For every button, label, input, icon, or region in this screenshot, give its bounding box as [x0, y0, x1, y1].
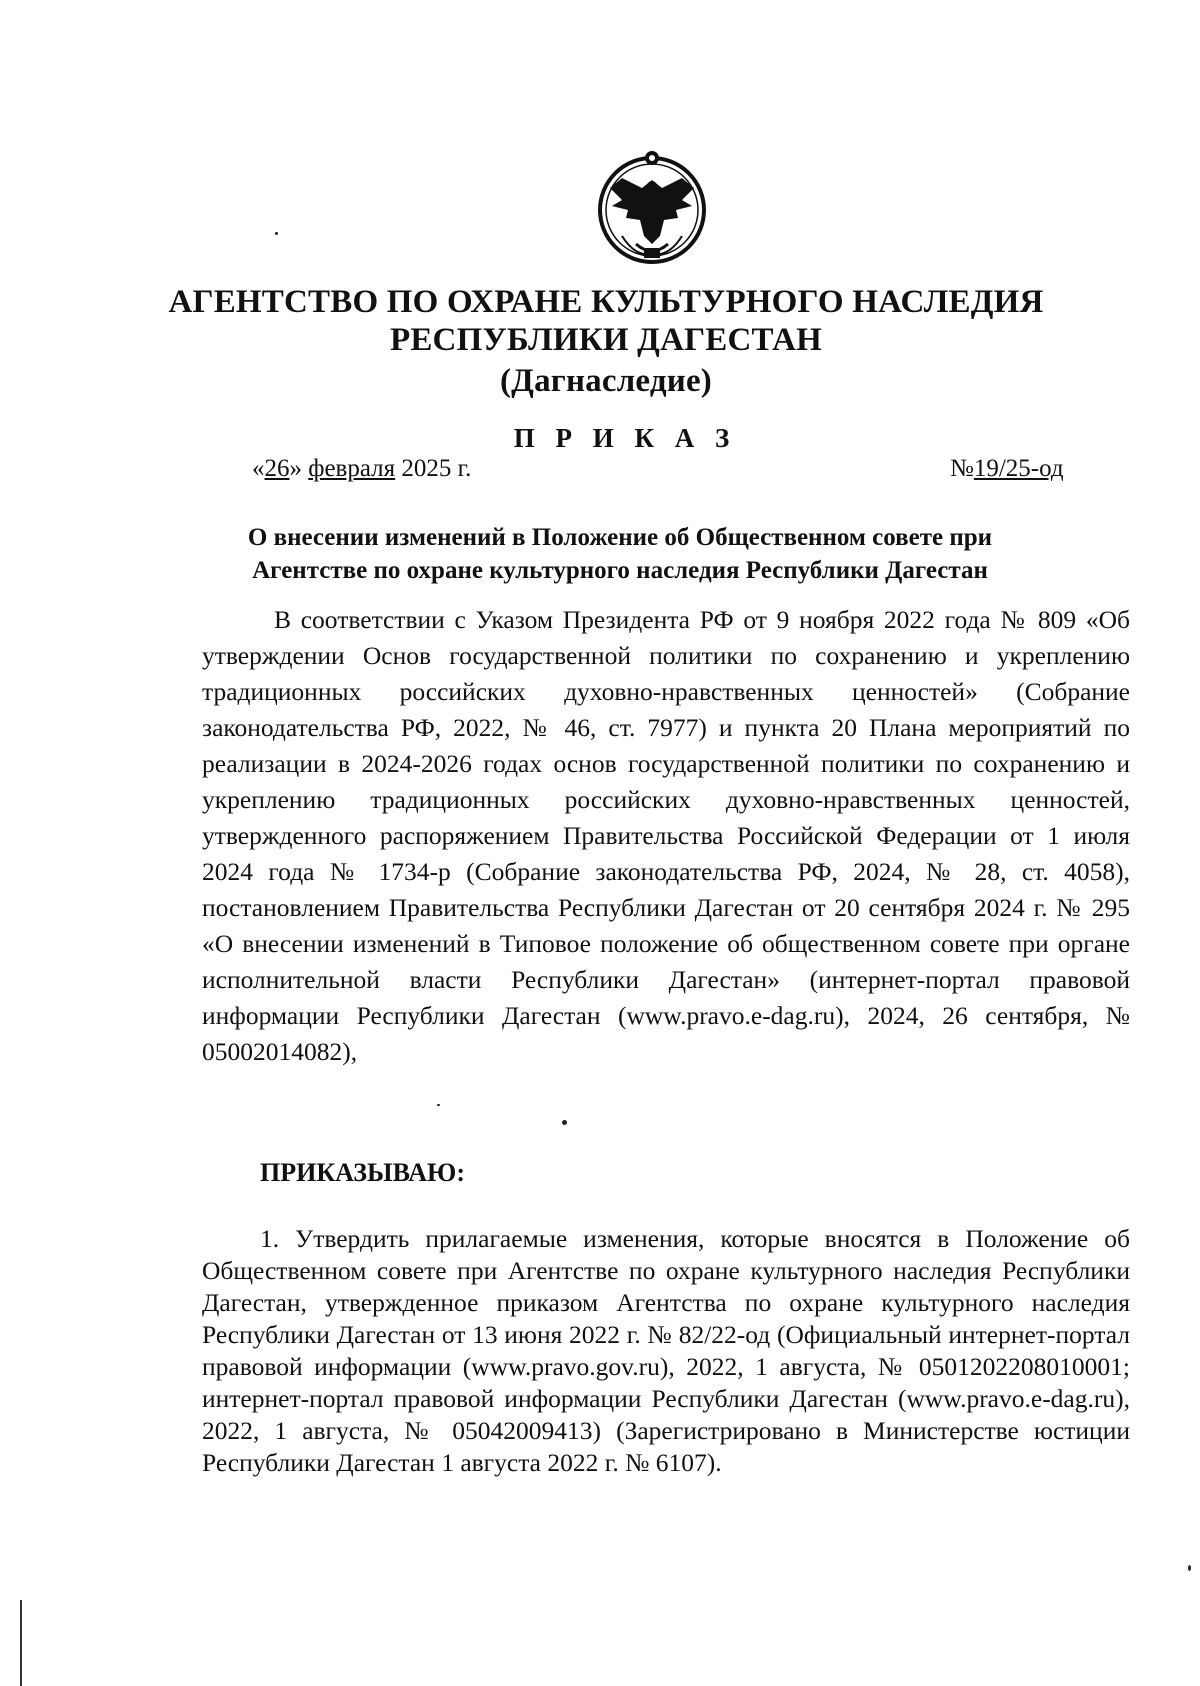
- preamble-paragraph: В соответствии с Указом Президента РФ от 9 ноября 2022 года № 809 «Об утверждении Основ государственной политики по сохранению и укреплению традиционных российских духовно-нравственных ценностей» (Собрание законодательства РФ, 2022, № 46, ст. 7977) и пункта 20 Плана мероприятий по реализации в 2024-2026 годах основ государственной политики по сохранению и укреплению традиционных российских духовно-нравственных ценностей, утвержденного распоряжением Правительства Российской Федерации от 1 июля 2024 года № 1734-р (Собрание законодательства РФ, 2024, № 28, ст. 4058), постановлением Правительства Республики Дагестан от 20 сентября 2024 г. № 295 «О внесении изменений в Типовое положение об общественном совете при органе исполнительной власти Республики Дагестан» (интернет-портал правовой информации Республики Дагестан (www.pravo.e-dag.ru), 2024, 26 сентября, № 05002014082),: [202, 605, 1130, 1066]
- date-month: февраля: [308, 455, 396, 482]
- order-number-prefix: №: [950, 455, 974, 482]
- scan-speck: [437, 1104, 440, 1106]
- scan-speck: [275, 232, 278, 235]
- order-date: [252, 455, 471, 483]
- date-year: 2025 г.: [395, 455, 472, 482]
- order-title: П Р И К А З: [513, 423, 737, 453]
- scan-speck: [1188, 1565, 1191, 1571]
- order-item-1: 1. Утвердить прилагаемые изменения, которые вносятся в Положение об Общественном совете при Агентстве по охране культурного наследия Республики Дагестан, утвержденное приказом Агентства по охране культурного наследия Республики Дагестан от 13 июня 2022 г. № 82/22-од (Официальный интернет-портал правовой информации (www.pravo.gov.ru), 2022, 1 августа, № 0501202208010001; интернет-портал правовой информации Республики Дагестан (www.pravo.e-dag.ru), 2022, 1 августа, № 05042009413) (Зарегистрировано в Министерстве юстиции Республики Дагестан 1 августа 2022 г. № 6107).: [202, 1224, 1130, 1477]
- agency-name-line2: РЕСПУБЛИКИ ДАГЕСТАН: [389, 322, 823, 358]
- subject-line1: О внесении изменений в Положение об Общественном совете при: [247, 524, 993, 551]
- scan-speck: [562, 1120, 567, 1125]
- order-directive: ПРИКАЗЫВАЮ:: [260, 1158, 465, 1187]
- date-day: 26: [264, 455, 290, 482]
- agency-short-name: (Дагнаследие): [499, 363, 712, 399]
- dagestan-coat-of-arms-icon: [592, 140, 712, 280]
- subject-line2: Агентстве по охране культурного наследия Республики Дагестан: [252, 557, 988, 584]
- order-number-value: 19/25-од: [973, 455, 1064, 482]
- agency-name-line1: АГЕНТСТВО ПО ОХРАНЕ КУЛЬТУРНОГО НАСЛЕДИЯ: [168, 284, 1044, 320]
- scan-margin-line: [20, 1600, 22, 1686]
- order-number: [950, 455, 1064, 483]
- date-close-quote: »: [289, 455, 309, 482]
- date-open-quote: «: [252, 455, 265, 482]
